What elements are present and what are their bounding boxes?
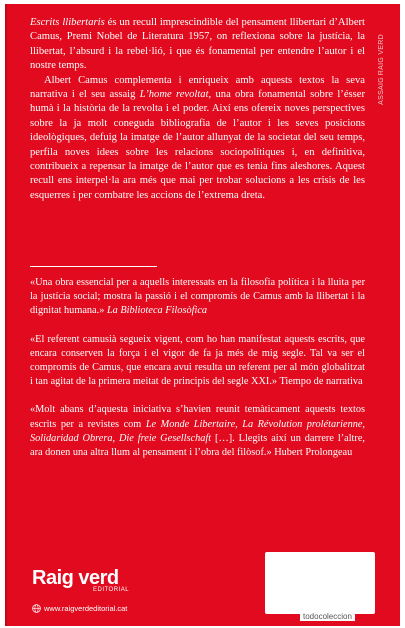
review-quote-1 xyxy=(30,276,365,319)
collection-label xyxy=(366,34,396,124)
publisher-url-text: www.raigverdeditorial.cat xyxy=(44,604,128,613)
back-cover xyxy=(5,4,400,626)
publisher-logo: Raig verd xyxy=(32,567,119,589)
blurb-text-2b: , una obra fonamental sobre l’ésser humà i la història de la revolta i el poder. Així ens ofereix noves perspectives sobre la ja molt coneguda bibliografia de l’autor i les seves posicions ideològiques, defuig la imatge de l’autor allunyat de la societat del seu temps, perfila noves idees sobre les relacions sociopolítiques i, en definitiva, contribueix a repensar la imatge de l’autor que es tenia fins aleshores. Aquest recull ens interpel·la ara més que mai per trobar solucions a les crisis de les esquerres i per combatre les accions de l’extrema dreta. xyxy=(30,89,365,201)
divider xyxy=(30,266,157,267)
publisher-logo-sub: EDITORIAL xyxy=(93,587,130,593)
quote-text-end: […]. Llegits així un darrere l’altre, ara donen una altra llum al pensament i l’obra del filòsof.» xyxy=(30,432,365,459)
quote-titles: Le Monde Libertaire, La Révolution prolétarienne, Solidaridad Obrera, Die freie Gesellschaft xyxy=(30,418,366,444)
watermark: todocoleccion xyxy=(300,612,355,621)
collection-label-line-1: RAIG VERD xyxy=(377,34,385,76)
referenced-title: L’home revoltat xyxy=(139,89,209,101)
barcode-label xyxy=(265,552,375,614)
quote-source: Hubert Prolongeau xyxy=(274,447,353,459)
quote-source: La Biblioteca Filosòfica xyxy=(106,305,208,317)
blurb xyxy=(30,16,365,203)
collection-label-line-2: ASSAIG xyxy=(377,77,385,106)
spine-edge xyxy=(5,4,7,626)
quote-source: Tiempo de narrativa xyxy=(279,376,363,388)
blurb-paragraph-2 xyxy=(30,74,365,204)
review-quote-3 xyxy=(30,403,365,460)
blurb-text-1: és un recull imprescindible del pensament llibertari d’Albert Camus, Premi Nobel de Literatura 1957, on reflexiona sobre la justícia, la llibertat, l’absurd i la rebel·lió, i que és fonamental per entendre l’autor i el nostre temps. xyxy=(30,17,365,72)
quote-text: «El referent camusià segueix vigent, com ho han manifestat aquests escrits, que encara conserven la força i el vigor de fa ja més de mig segle. Tal va ser el compromís de Camus, que encara avui resulta un referent per al món globalitzat i tan agitat de la primera meitat de principis del segle XXI.» xyxy=(30,333,365,388)
review-quote-2 xyxy=(30,333,365,390)
blurb-paragraph-1 xyxy=(30,16,365,74)
review-quotes xyxy=(30,276,365,474)
publisher-url xyxy=(32,604,127,613)
quote-text: «Una obra essencial per a aquells interessats en la filosofia política i la lluita per la justícia social; mostra la passió i el compromís de Camus amb la llibertat i la dignitat humana.» xyxy=(30,277,365,317)
blurb-text-2a: Albert Camus complementa i enriqueix amb aquests textos la seva narrativa i el seu assaig xyxy=(30,74,365,101)
globe-icon xyxy=(32,604,41,613)
quote-text: «Molt abans d’aquesta iniciativa s’havien reunit temàticament aquests textos escrits per a revistes com xyxy=(30,404,365,430)
book-title: Escrits llibertaris xyxy=(30,17,105,28)
